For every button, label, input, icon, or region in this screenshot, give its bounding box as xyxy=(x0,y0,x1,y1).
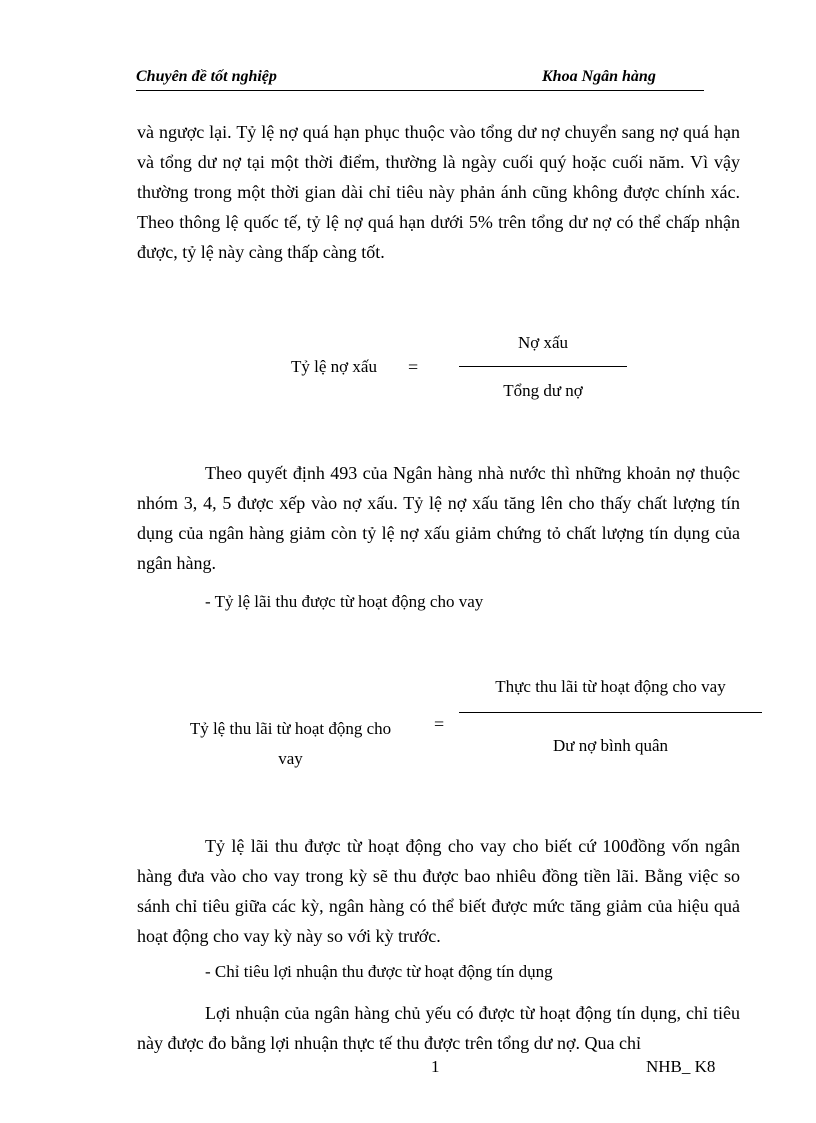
formula2-label-line1: Tỷ lệ thu lãi từ hoạt động cho xyxy=(189,719,392,738)
formula2-label-line2: vay xyxy=(278,749,303,768)
bullet-profit-indicator: - Chỉ tiêu lợi nhuận thu được từ hoạt động tín dụng xyxy=(205,962,553,981)
formula1-label: Tỷ lệ nợ xấu xyxy=(291,357,377,376)
page-number: 1 xyxy=(431,1057,440,1076)
page-header xyxy=(136,68,704,91)
formula1-equals: = xyxy=(408,357,419,377)
footer-code: NHB_ K8 xyxy=(646,1057,716,1076)
formula1-fraction-line xyxy=(459,366,627,367)
bullet-interest-rate: - Tỷ lệ lãi thu được từ hoạt động cho vay xyxy=(205,592,484,611)
formula1-numerator: Nợ xấu xyxy=(517,333,569,352)
header-left-title: Chuyên đề tốt nghiệp xyxy=(136,68,277,85)
header-right-title: Khoa Ngân hàng xyxy=(542,68,656,85)
paragraph-overdue-ratio: và ngược lại. Tỷ lệ nợ quá hạn phục thuộc vào tổng dư nợ chuyển sang nợ quá hạn và tổng dư nợ tại một thời điểm, thường là ngày cuối quý hoặc cuối năm. Vì vậy thường trong một thời gian dài chỉ tiêu này phản ánh cũng không được chính xác. Theo thông lệ quốc tế, tỷ lệ nợ quá hạn dưới 5% trên tổng dư nợ có thể chấp nhận được, tỷ lệ này càng thấp càng tốt. xyxy=(137,122,740,262)
formula2-fraction-line xyxy=(459,712,762,713)
paragraph-profit: Lợi nhuận của ngân hàng chủ yếu có được từ hoạt động tín dụng, chỉ tiêu này được đo bằng lợi nhuận thực tế thu được trên tổng dư nợ. Qua chỉ xyxy=(137,1003,740,1053)
formula1-denominator: Tổng dư nợ xyxy=(503,381,583,400)
formula2-denominator: Dư nợ bình quân xyxy=(553,736,668,755)
paragraph-bad-debt: Theo quyết định 493 của Ngân hàng nhà nước thì những khoản nợ thuộc nhóm 3, 4, 5 được xếp vào nợ xấu. Tỷ lệ nợ xấu tăng lên cho thấy chất lượng tín dụng của ngân hàng giảm còn tỷ lệ nợ xấu giảm chứng tỏ chất lượng tín dụng của ngân hàng. xyxy=(137,463,740,573)
formula2-label xyxy=(168,714,413,774)
formula2-numerator: Thực thu lãi từ hoạt động cho vay xyxy=(495,677,726,696)
paragraph-interest-ratio: Tỷ lệ lãi thu được từ hoạt động cho vay cho biết cứ 100đồng vốn ngân hàng đưa vào cho vay trong kỳ sẽ thu được bao nhiêu đồng tiền lãi. Bằng việc so sánh chỉ tiêu giữa các kỳ, ngân hàng có thể biết được mức tăng giảm của hiệu quả hoạt động cho vay kỳ này so với kỳ trước. xyxy=(137,836,740,946)
formula2-equals: = xyxy=(434,714,445,734)
